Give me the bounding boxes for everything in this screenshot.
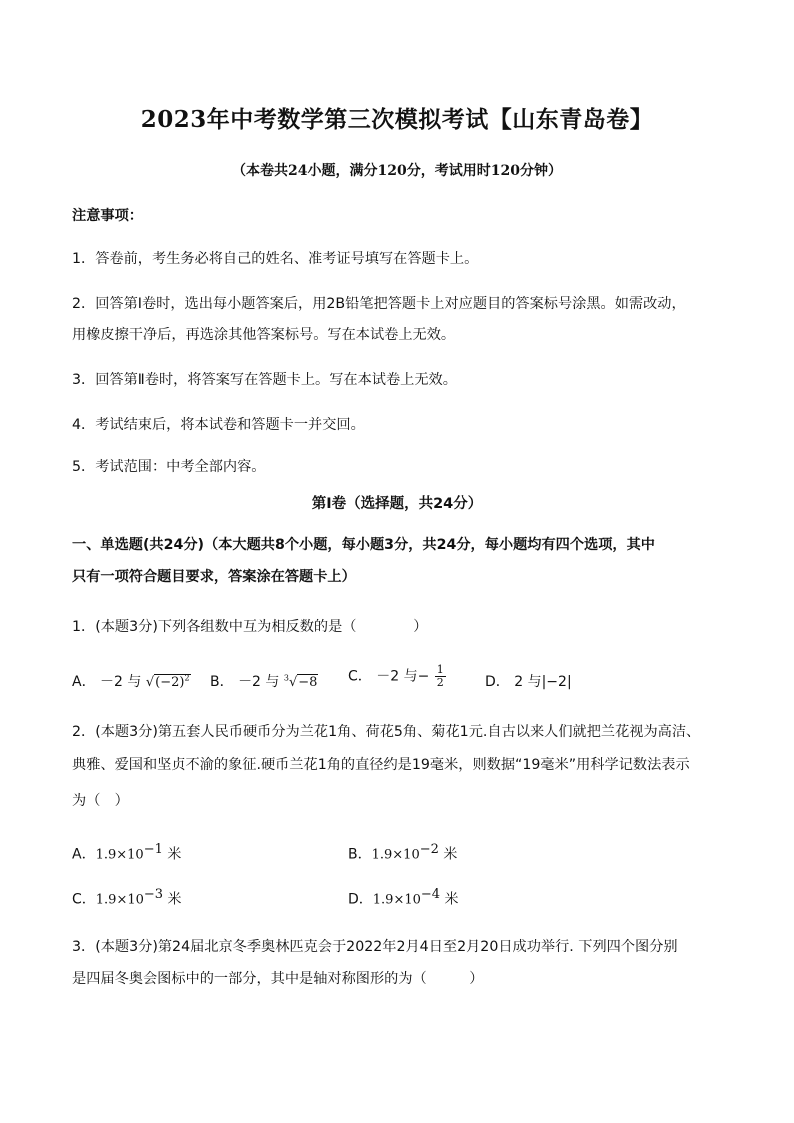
q2-option-d[interactable]: D．$1.9\times 10^{-4}$ 米 <box>348 887 459 908</box>
question-3-stem: 3．(本题3分)第24届北京冬季奥林匹克会于2022年2月4日至2月20日成功举行. 下列四个图分别 <box>72 939 678 955</box>
q1-option-a[interactable] <box>72 671 191 691</box>
option-label: A． <box>72 674 96 690</box>
q2-option-b[interactable]: B．$1.9\times 10^{-2}$ 米 <box>348 842 458 863</box>
section-heading: 一、单选题(共24分)（本大题共8个小题，每小题3分，共24分，每小题均有四个选项，其中 <box>72 537 655 553</box>
section-heading: 只有一项符合题目要求，答案涂在答题卡上） <box>72 569 356 585</box>
fraction: $\frac{1}{2}$ <box>436 663 444 689</box>
q1-option-c[interactable] <box>348 664 446 689</box>
notice-item: 2．回答第Ⅰ卷时，选出每小题答案后，用2B铅笔把答题卡上对应题目的答案标号涂黑。如需改动， <box>72 296 686 312</box>
question-2-stem: 2．(本题3分)第五套人民币硬币分为兰花1角、荷花5角、菊花1元.自古以来人们就把兰花视为高洁、 <box>72 724 701 740</box>
notice-item: 5．考试范围：中考全部内容。 <box>72 459 266 475</box>
question-2-stem: 典雅、爱国和坚贞不渝的象征.硬币兰花1角的直径约是19毫米，则数据“19毫米”用科学记数法表示 <box>72 757 690 773</box>
option-text: 2 与|−2| <box>514 674 572 690</box>
cube-root-expression: $^3$√−8 <box>283 673 318 690</box>
q1-option-b[interactable] <box>210 671 318 691</box>
page-title: 2023年中考数学第三次模拟考试【山东青岛卷】 <box>140 106 654 133</box>
option-label: D． <box>485 674 510 690</box>
option-label: C． <box>348 668 372 685</box>
q1-option-d[interactable] <box>485 671 572 691</box>
option-text: －2 与 <box>238 674 280 690</box>
question-3-stem: 是四届冬奥会图标中的一部分，其中是轴对称图形的为（ ） <box>72 971 484 987</box>
exam-subtitle: （本卷共24小题，满分120分，考试用时120分钟） <box>232 163 562 179</box>
q2-option-a[interactable]: A．$1.9\times 10^{-1}$ 米 <box>72 842 182 863</box>
notice-item: 3．回答第Ⅱ卷时，将答案写在答题卡上。写在本试卷上无效。 <box>72 372 457 388</box>
q2-option-c[interactable]: C．$1.9\times 10^{-3}$ 米 <box>72 887 182 908</box>
notice-heading: 注意事项： <box>72 208 143 224</box>
notice-item: 1．答卷前，考生务必将自己的姓名、准考证号填写在答题卡上。 <box>72 251 479 267</box>
option-text: －2 与 <box>100 674 142 690</box>
option-label: B． <box>210 674 234 690</box>
question-2-stem: 为（ ） <box>72 793 129 809</box>
sqrt-expression: $√(-2)^2$ <box>145 673 190 690</box>
notice-item: 4．考试结束后，将本试卷和答题卡一并交回。 <box>72 417 365 433</box>
question-1-stem: 1．(本题3分)下列各组数中互为相反数的是（ ） <box>72 619 428 635</box>
notice-item: 用橡皮擦干净后，再选涂其他答案标号。写在本试卷上无效。 <box>72 327 456 343</box>
part1-title: 第Ⅰ卷（选择题，共24分） <box>311 496 483 512</box>
option-text: －2 与− <box>376 668 430 685</box>
